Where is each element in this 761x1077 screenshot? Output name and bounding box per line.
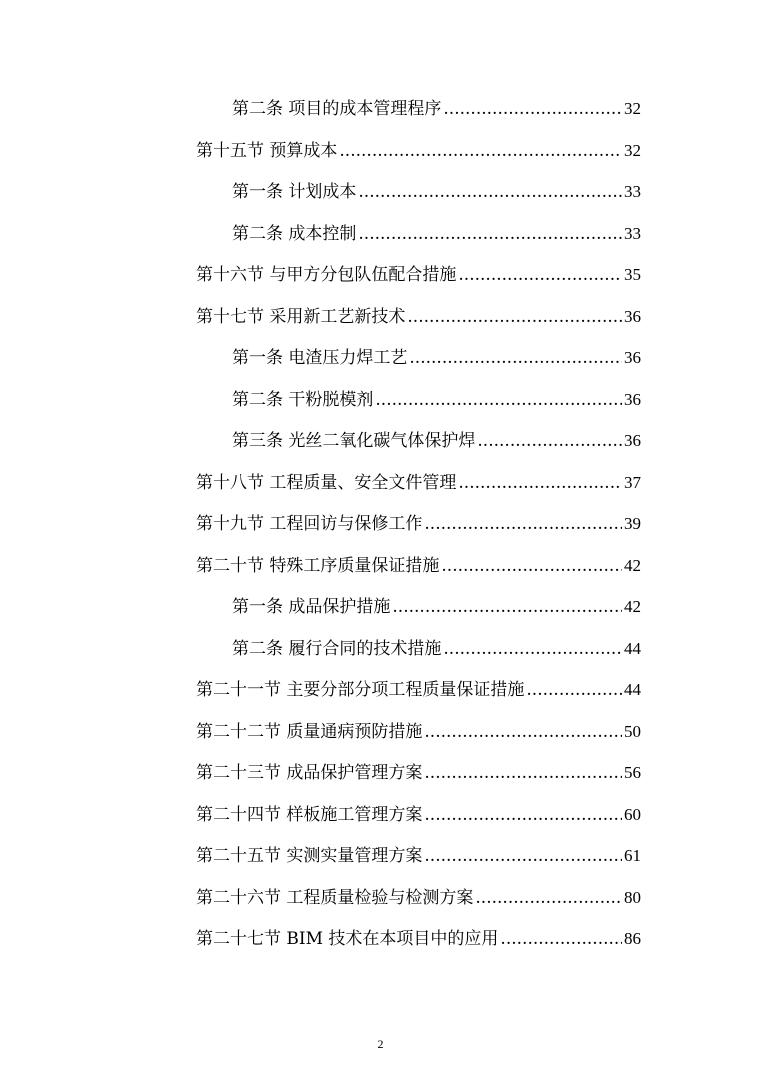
dot-leader [443, 637, 622, 661]
page-number: 2 [377, 1037, 384, 1051]
toc-entry[interactable] [232, 388, 641, 412]
toc-entry-label: 第二十七节 BIM 技术在本项目中的应用 [196, 929, 499, 949]
toc-entry[interactable] [196, 263, 641, 287]
toc-entry[interactable] [196, 927, 641, 951]
toc-entry-label: 第一条 成品保护措施 [232, 597, 391, 617]
toc-entry-page: 36 [624, 307, 641, 326]
dot-leader [358, 222, 622, 246]
toc-entry-page: 37 [624, 473, 641, 492]
toc-entry-page: 33 [624, 182, 641, 201]
toc-entry-page: 32 [624, 99, 641, 118]
dot-leader [409, 346, 622, 370]
toc-entry-page: 50 [624, 722, 641, 741]
toc-entry-label: 第二十一节 主要分部分项工程质量保证措施 [196, 680, 525, 700]
dot-leader [424, 844, 622, 868]
dot-leader [424, 803, 622, 827]
dot-leader [443, 97, 622, 121]
toc-entry[interactable] [232, 180, 641, 204]
dot-leader [407, 305, 622, 329]
dot-leader [458, 471, 622, 495]
toc-entry-page: 42 [624, 556, 641, 575]
toc-entry[interactable] [232, 222, 641, 246]
toc-entry-label: 第二条 履行合同的技术措施 [232, 639, 442, 659]
dot-leader [477, 429, 622, 453]
toc-entry-page: 44 [624, 639, 641, 658]
toc-entry[interactable] [196, 886, 641, 910]
dot-leader [358, 180, 622, 204]
toc-entry-page: 60 [624, 805, 641, 824]
toc-entry-label: 第三条 光丝二氧化碳气体保护焊 [232, 431, 476, 451]
dot-leader [526, 678, 622, 702]
toc-entry[interactable] [196, 554, 641, 578]
toc-entry[interactable] [196, 305, 641, 329]
toc-entry-page: 42 [624, 597, 641, 616]
toc-entry-page: 61 [624, 846, 641, 865]
toc-entry-label: 第二十三节 成品保护管理方案 [196, 763, 423, 783]
toc-entry-page: 80 [624, 888, 641, 907]
toc-entry[interactable] [196, 803, 641, 827]
dot-leader [375, 388, 622, 412]
toc-entry-label: 第二十二节 质量通病预防措施 [196, 722, 423, 742]
toc-entry[interactable] [196, 678, 641, 702]
toc-entry-label: 第二十四节 样板施工管理方案 [196, 805, 423, 825]
toc-entry-page: 36 [624, 431, 641, 450]
toc-entry[interactable] [232, 97, 641, 121]
toc-entry[interactable] [232, 429, 641, 453]
toc-entry-page: 44 [624, 680, 641, 699]
toc-entry-page: 32 [624, 141, 641, 160]
dot-leader [339, 139, 622, 163]
dot-leader [475, 886, 622, 910]
toc-entry-label: 第十七节 采用新工艺新技术 [196, 307, 406, 327]
toc-entry-label: 第二条 成本控制 [232, 224, 357, 244]
toc-entry-page: 86 [624, 929, 641, 948]
dot-leader [458, 263, 622, 287]
toc-entry-page: 39 [624, 514, 641, 533]
dot-leader [441, 554, 622, 578]
toc-entry-page: 56 [624, 763, 641, 782]
toc-entry[interactable] [196, 471, 641, 495]
toc-entry[interactable] [196, 720, 641, 744]
toc-entry-label: 第十八节 工程质量、安全文件管理 [196, 473, 457, 493]
toc-entry-page: 36 [624, 348, 641, 367]
toc-entry[interactable] [232, 595, 641, 619]
toc-entry-label: 第十五节 预算成本 [196, 141, 338, 161]
toc-entry[interactable] [196, 139, 641, 163]
toc-entry-label: 第二条 干粉脱模剂 [232, 390, 374, 410]
toc-entry-label: 第一条 电渣压力焊工艺 [232, 348, 408, 368]
toc-entry-label: 第二十五节 实测实量管理方案 [196, 846, 423, 866]
toc-entry[interactable] [232, 346, 641, 370]
toc-entry[interactable] [196, 844, 641, 868]
toc-entry[interactable] [196, 761, 641, 785]
toc-entry[interactable] [232, 637, 641, 661]
toc-entry-label: 第十六节 与甲方分包队伍配合措施 [196, 265, 457, 285]
dot-leader [424, 720, 622, 744]
toc-entry[interactable] [196, 512, 641, 536]
dot-leader [424, 761, 622, 785]
dot-leader [500, 927, 622, 951]
toc-entry-label: 第二十六节 工程质量检验与检测方案 [196, 888, 474, 908]
dot-leader [392, 595, 622, 619]
dot-leader [424, 512, 622, 536]
toc-entry-label: 第二十节 特殊工序质量保证措施 [196, 556, 440, 576]
toc-entry-label: 第二条 项目的成本管理程序 [232, 99, 442, 119]
toc-entry-page: 35 [624, 265, 641, 284]
toc-entry-page: 36 [624, 390, 641, 409]
toc-entry-label: 第十九节 工程回访与保修工作 [196, 514, 423, 534]
toc-entry-label: 第一条 计划成本 [232, 182, 357, 202]
toc-entry-page: 33 [624, 224, 641, 243]
